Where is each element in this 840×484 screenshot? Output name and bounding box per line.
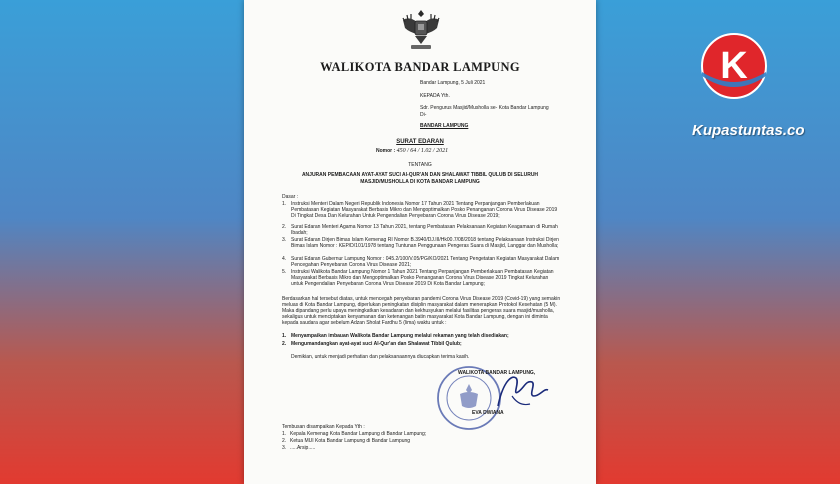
tentang-label: TENTANG (408, 162, 432, 168)
legal-basis-number: 4. (282, 256, 287, 262)
action-text: Menyampaikan imbauan Walikota Bandar Lampung melalui rekaman yang telah disediakan; (291, 333, 509, 339)
garuda-emblem-icon (399, 6, 443, 52)
tembusan-item: .....Arsip..... (290, 445, 316, 451)
tembusan-label: Tembusan disampaikan Kepada Yth : (282, 424, 365, 430)
signer-title: WALIKOTA BANDAR LAMPUNG, (458, 370, 536, 376)
number-value: 450 / 64 / 1.02 / 2021 (396, 148, 449, 154)
dasar-label: Dasar : (282, 194, 299, 200)
legal-basis-number: 1. (282, 201, 287, 207)
action-text: Mengumandangkan ayat-ayat suci Al-Qur'an dan Shalawat Tibbil Qulub; (291, 341, 462, 347)
legal-basis-number: 3. (282, 237, 287, 243)
tembusan-number: 2. (282, 438, 287, 444)
closing-sentence: Demikian, untuk menjadi perhatian dan pelaksanaannya diucapkan terima kasih. (291, 354, 470, 360)
tembusan-item: Kepala Kemenag Kota Bandar Lampung di Bandar Lampung; (290, 431, 427, 437)
letter-title: WALIKOTA BANDAR LAMPUNG (320, 60, 520, 74)
legal-basis-text: Instruksi Walikota Bandar Lampung Nomor 1 Tahun 2021 Tentang Perpanjangan Pemberlakuan Pembatasan Kegiatan Masyarakat Berbasis Mikro dan Mengoptimalkan Posko Penanganan Corona Virus Disease 2019 Tingkat Kelurahan untuk Pengendalian Penyebaran Corona Virus Disease 2019 Di Kota Bandar Lampung; (291, 269, 554, 287)
letter-date: Bandar Lampung, 5 Juli 2021 (420, 80, 486, 86)
recipient: Sdr. Pengurus Masjid/Musholla se- Kota Bandar Lampung (420, 105, 549, 111)
legal-basis-number: 2. (282, 224, 287, 230)
legal-basis-text: Surat Edaran Gubernur Lampung Nomor : 045.2/100/V.05/PG/KO/2021 Tentang Pengetatan Kegiatan Masyarakat Dalam Pencegahan Penyebaran Corona Virus Disease 2021; (291, 256, 560, 268)
brand-name: Kupastuntas.co (692, 122, 805, 139)
tembusan-item: Ketua MUI Kota Bandar Lampung di Bandar Lampung (290, 438, 411, 444)
letter-page (244, 0, 596, 484)
document-type: SURAT EDARAN (396, 139, 444, 145)
recipient-place: BANDAR LAMPUNG (420, 123, 469, 129)
logo-letter: K (720, 45, 748, 87)
legal-basis-text: Instruksi Menteri Dalam Negeri Republik Indonesia Nomor 17 Tahun 2021 Tentang Perpanjangan Pemberlakuan Pembatasan Kegiatan Masyarakat Berbasis Mikro dan Mengoptimalkan Posko Penanganan Corona Virus Disease 2019 Di Tingkat Desa Dan Kelurahan Untuk Pengendalian Penyebaran Corona Virus Disease 2019; (291, 201, 558, 219)
addressee-label: KEPADA Yth. (420, 93, 450, 99)
legal-basis-number: 5. (282, 269, 287, 275)
tembusan-number: 3. (282, 445, 287, 451)
action-number: 2. (282, 341, 287, 347)
legal-basis-text: Surat Edaran Dirjen Bimas Islam Kemenag RI Nomor B.3940/DJ.III/Hk00.7/08/2018 tentang Pelaksanaan Instruksi Dirjen Bimas Islam Nomor : KEP/D/101/1978 tentang Tuntunan Penggunaan Pengeras Suara di Masjid, Langgar dan Musholla; (291, 237, 559, 249)
document-number (376, 148, 448, 154)
recipient-di: Di- (420, 112, 427, 118)
subject-line-2: MASJID/MUSHOLLA DI KOTA BANDAR LAMPUNG (360, 179, 480, 185)
action-number: 1. (282, 333, 287, 339)
signer-name: EVA DWIANA (472, 410, 504, 416)
tembusan-number: 1. (282, 431, 287, 437)
subject-line-1: ANJURAN PEMBACAAN AYAT-AYAT SUCI Al-QUR'AN DAN SHALAWAT TIBBIL QULUB DI SELURUH (301, 172, 539, 178)
signature-icon (472, 366, 562, 416)
number-label: Nomor : (376, 148, 396, 154)
legal-basis-text: Surat Edaran Menteri Agama Nomor 13 Tahun 2021, tentang Pembatasan Pelaksanaan Kegiatan Keagamaan di Rumah Ibadah; (291, 224, 558, 236)
body-paragraph: Berdasarkan hal tersebut diatas, untuk mencegah penyebaran pandemi Corona Virus Disease 2019 (Covid-19) yang semakin meluas di Kota Bandar Lampung, diperlukan peningkatan disiplin masyarakat dalam menerapkan Protokol Kesehatan (5 M). Maka dipandang perlu upaya meningkatkan kesadaran dan kekhusyukan melalui fasilitas pengeras suara masjid/musholla, sekaligus untuk menciptakan kenyamanan dan ketenangan batin masyarakat Kota Bandar Lampung, dengan ini diminta kepada saudara agar sebelum Adzan Sholat Fardhu 5 (lima) waktu untuk : (282, 296, 561, 326)
kupastuntas-logo-icon (700, 32, 768, 100)
